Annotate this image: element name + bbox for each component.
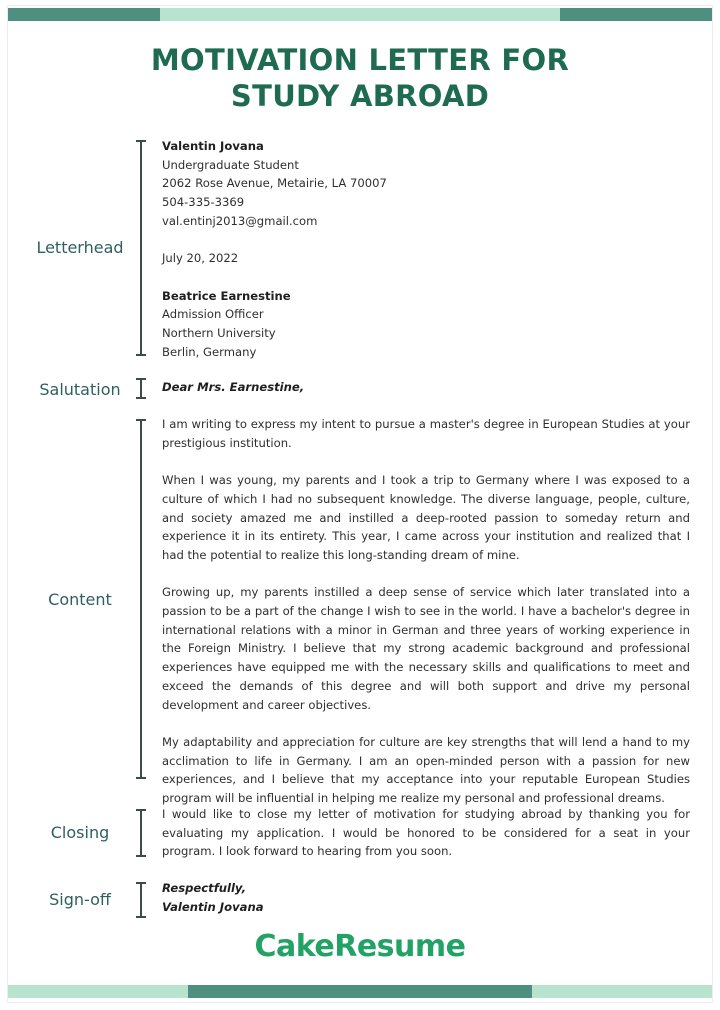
section-label-letterhead: Letterhead	[36, 238, 124, 257]
sender-role: Undergraduate Student	[162, 157, 299, 172]
content-bracket	[136, 419, 146, 779]
signoff-line-2: Valentin Jovana	[162, 899, 264, 914]
section-label-signoff: Sign-off	[49, 890, 111, 909]
page-title	[0, 42, 720, 114]
letterhead-block	[162, 137, 690, 361]
letter-date: July 20, 2022	[162, 251, 239, 266]
section-label-content: Content	[48, 590, 112, 609]
body-paragraph-4: My adaptability and appreciation for culture are key strengths that will lend a hand to my acclimation to life in Germany. I am an open-minded person with a passion for new experiences, and I believe that my acceptance into your reputable European Studies program will be influential in helping me realize my personal and professional dreams.	[162, 734, 690, 806]
recipient-role: Admission Officer	[162, 307, 264, 322]
closing-block	[162, 805, 690, 861]
salutation-bracket	[136, 378, 146, 399]
sender-name: Valentin Jovana	[162, 139, 264, 153]
title-line-2: STUDY ABROAD	[230, 79, 490, 113]
recipient-org: Northern University	[162, 326, 276, 340]
body-paragraph-3: Growing up, my parents instilled a deep sense of service which later translated into a passion to be a part of the change I wish to see in the world. I have a bachelor's degree in international relations with a minor in German and three years of working experience in the Foreign Ministry. I believe that my strong academic background and professional experiences have equipped me with the necessary skills and qualifications to meet and exceed the demands of this degree and will both support and drive my personal development and career objectives.	[162, 585, 690, 712]
recipient-name: Beatrice Earnestine	[162, 288, 291, 303]
top-band-center	[160, 8, 560, 21]
signoff-bracket	[136, 882, 146, 918]
sender-email: val.entinj2013@gmail.com	[162, 213, 318, 228]
top-band-left	[8, 8, 160, 21]
content-block	[162, 415, 690, 808]
closing-text: I would like to close my letter of motivation for studying abroad by thanking you for evaluating my application. I would be honored to be considered for a seat in your program. I look forward to hearing from you soon.	[162, 807, 690, 859]
body-paragraph-1: I am writing to express my intent to pursue a master's degree in European Studies at your prestigious institution.	[162, 417, 690, 450]
letterhead-bracket	[136, 140, 146, 356]
bottom-band-center	[188, 985, 532, 998]
bottom-band-left	[8, 985, 188, 998]
body-paragraph-2: When I was young, my parents and I took a trip to Germany where I was exposed to a culture of which I had no subsequent knowledge. The diverse language, people, culture, and society amazed me and instilled a deep-rooted passion to someday return and experience it in its entirety. This year, I came across your institution and realized that I had the potential to realize this long-standing dream of mine.	[162, 473, 690, 562]
sender-address: 2062 Rose Avenue, Metairie, LA 70007	[162, 176, 387, 191]
bottom-band-right	[532, 985, 712, 998]
section-label-salutation: Salutation	[39, 380, 121, 399]
top-band-right	[560, 8, 712, 21]
salutation-text: Dear Mrs. Earnestine,	[162, 380, 305, 394]
recipient-location: Berlin, Germany	[162, 344, 257, 359]
sender-phone: 504-335-3369	[162, 195, 245, 210]
section-label-closing: Closing	[50, 823, 110, 842]
salutation-block	[162, 378, 690, 397]
cakeresume-logo: CakeResume	[254, 929, 466, 964]
closing-bracket	[136, 809, 146, 857]
title-line-1: MOTIVATION LETTER FOR	[150, 43, 570, 77]
signoff-line-1: Respectfully,	[162, 881, 246, 895]
signoff-block	[162, 879, 690, 916]
